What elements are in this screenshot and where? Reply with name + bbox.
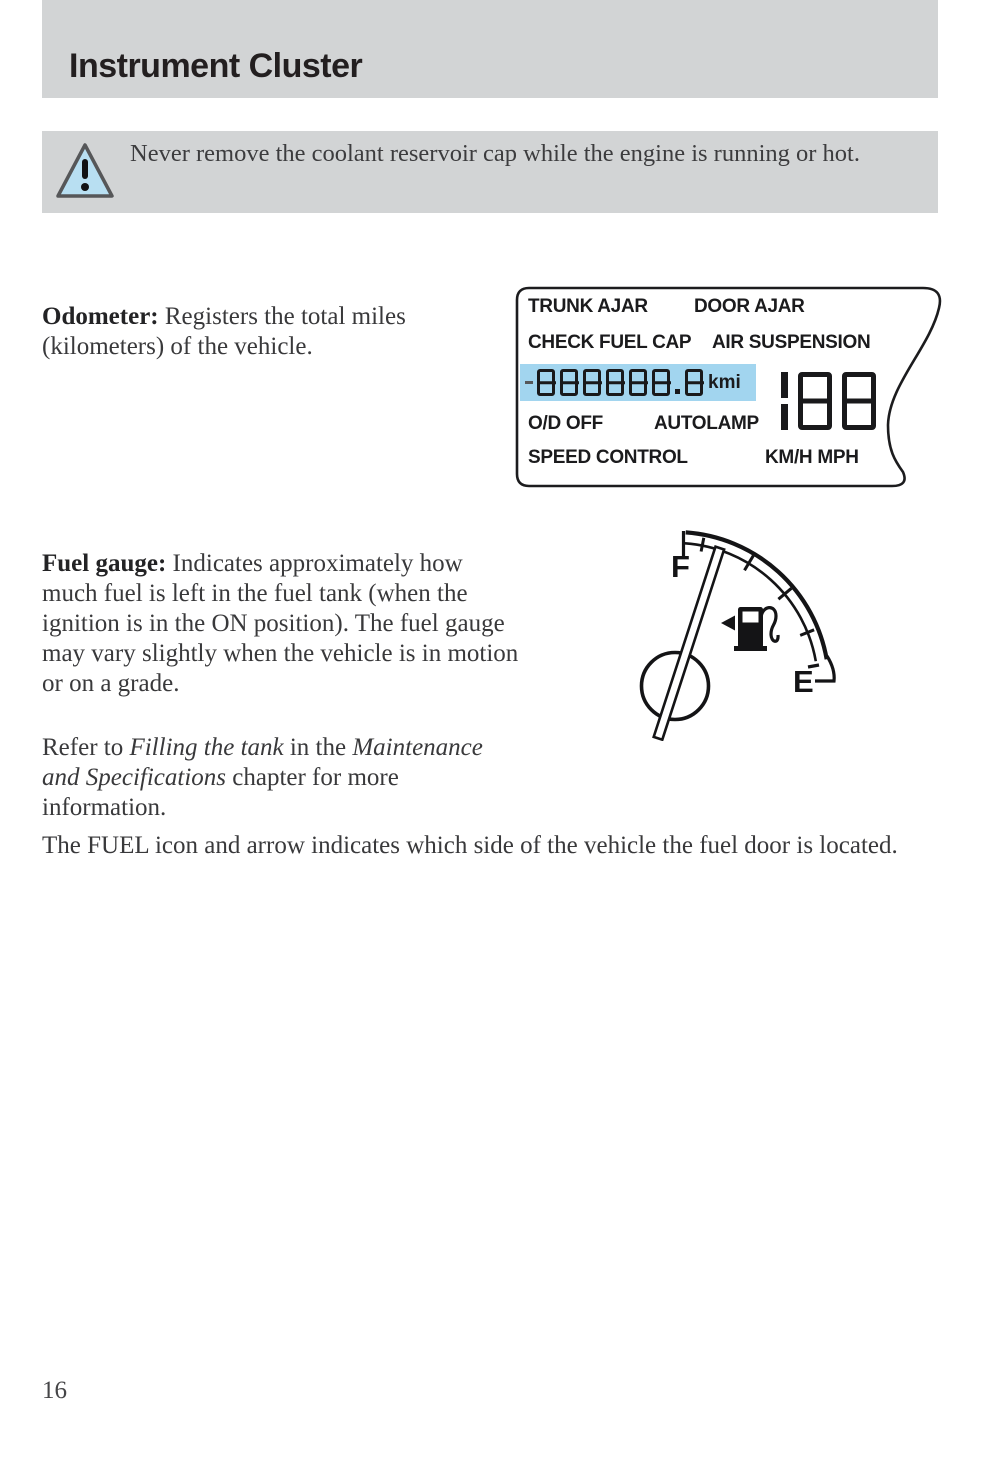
seven-segment-digit [842, 372, 876, 430]
indicator-units: KM/H MPH [765, 447, 859, 468]
odometer-digits [537, 369, 703, 396]
fuel-gauge-label: Fuel gauge: [42, 550, 167, 577]
refer-italic-filling-the-tank: Filling the tank [129, 734, 284, 761]
fuel-door-paragraph [42, 831, 914, 861]
warning-text: Never remove the coolant reservoir cap while the engine is running or hot. [130, 140, 860, 167]
indicator-autolamp: AUTOLAMP [654, 413, 759, 434]
seven-segment-digit [798, 372, 832, 430]
page-number: 16 [42, 1377, 67, 1404]
indicator-od-off: O/D OFF [528, 413, 603, 434]
refer-paragraph [42, 733, 520, 823]
seven-segment-digit [606, 369, 624, 396]
seven-segment-digit [652, 369, 670, 396]
header-band [42, 0, 938, 98]
speedometer-digits [781, 372, 876, 430]
indicator-door-ajar: DOOR AJAR [694, 296, 805, 317]
indicator-trunk-ajar: TRUNK AJAR [528, 296, 648, 317]
odometer-paragraph [42, 302, 504, 362]
minus-segment [525, 381, 533, 384]
odometer-readout [520, 364, 756, 401]
odometer-text: Registers the total miles (kilometers) of the vehicle. [42, 303, 406, 360]
warning-callout [42, 131, 938, 213]
fuel-gauge-drawing [630, 523, 852, 741]
fuel-door-text: The FUEL icon and arrow indicates which side of the vehicle the fuel door is located. [42, 832, 898, 859]
fuel-gauge-paragraph [42, 549, 520, 699]
gauge-empty-label: E [793, 664, 814, 699]
seven-segment-digit [629, 369, 647, 396]
refer-pre: Refer to [42, 734, 130, 761]
warning-triangle-icon [55, 141, 115, 203]
seven-segment-digit [685, 369, 703, 396]
odometer-label: Odometer: [42, 303, 159, 330]
indicator-air-suspension: AIR SUSPENSION [712, 332, 871, 353]
fuel-gauge-diagram [630, 523, 852, 741]
seven-segment-digit [537, 369, 555, 396]
refer-mid: in the [283, 734, 353, 761]
seven-segment-digit [781, 372, 788, 430]
fuel-gauge-text: Indicates approximately how much fuel is left in the fuel tank (when the ignition is in the ON position). The fuel gauge may vary slightly when the vehicle is in motion or on a grade. [42, 550, 519, 697]
gauge-full-label: F [671, 549, 690, 584]
refer-italic-maintenance: Maintenance and Specifications [42, 734, 483, 791]
refer-post: chapter for more information. [42, 764, 399, 821]
seven-segment-digit [560, 369, 578, 396]
indicator-check-fuel-cap: CHECK FUEL CAP [528, 332, 692, 353]
odometer-unit-label: kmi [708, 371, 741, 393]
indicator-speed-control: SPEED CONTROL [528, 447, 688, 468]
odometer-display-diagram [513, 285, 958, 493]
fuel-pump-icon [721, 607, 778, 651]
seven-segment-digit [675, 389, 680, 394]
page-title: Instrument Cluster [69, 47, 363, 85]
seven-segment-digit [583, 369, 601, 396]
